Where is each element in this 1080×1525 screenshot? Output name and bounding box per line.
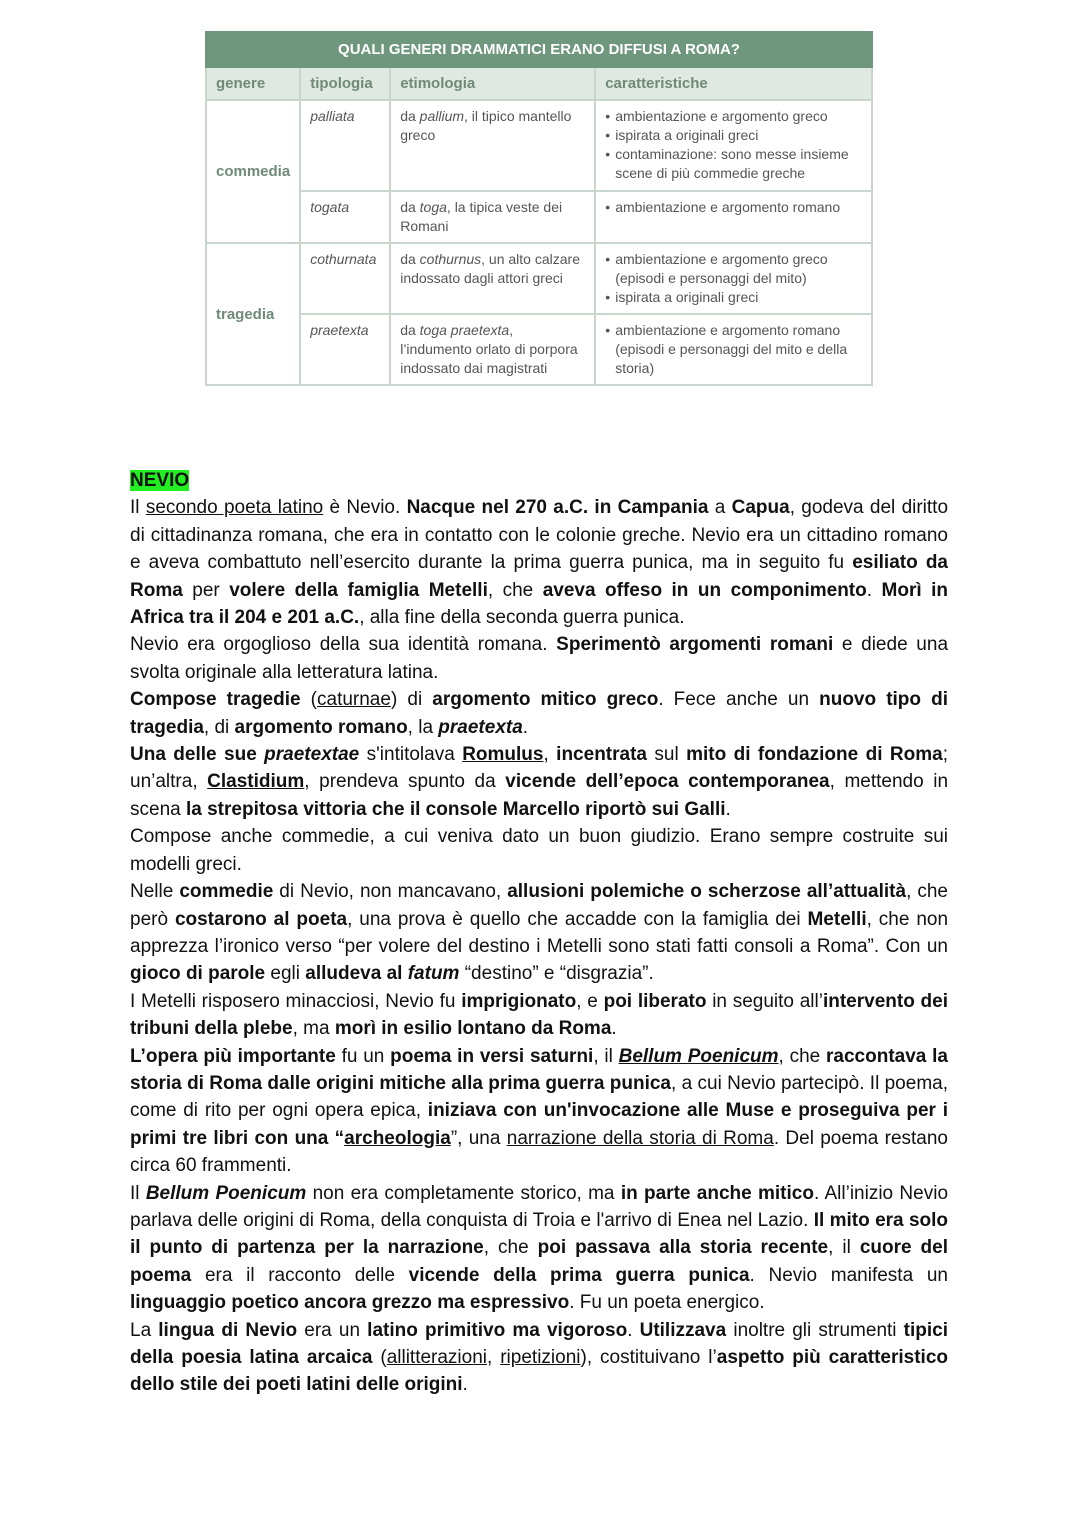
- etimologia-cell: [390, 243, 595, 314]
- text-run: alludeva al: [305, 963, 408, 985]
- table-row: [206, 191, 872, 243]
- text-run: Nevio era orgoglioso della sua identità romana.: [130, 634, 557, 656]
- header-caratteristiche: caratteristiche: [595, 67, 872, 100]
- text-run: .: [522, 716, 529, 738]
- text-run: linguaggio poetico ancora grezzo ma espressivo: [130, 1292, 570, 1314]
- tipologia-cell: [300, 314, 390, 385]
- text-run: . All’inizio Nevio parlava delle origini di Roma, della conquista di Troia e l'arrivo di Enea nel Lazio.: [130, 1182, 949, 1231]
- text-run: . Fu un poeta energico.: [569, 1292, 765, 1314]
- characteristic-item: • ambientazione e argomento greco (episodi e personaggi del mito): [615, 250, 862, 288]
- text-run: Bellum Poenicum: [145, 1182, 307, 1204]
- text-run: gioco di parole: [130, 963, 266, 985]
- text-run: latino primitivo ma vigoroso: [367, 1319, 628, 1341]
- text-run: vicende dell’epoca contemporanea: [505, 771, 830, 793]
- text-run: ,: [543, 744, 557, 766]
- paragraph: [130, 686, 948, 741]
- text-run: poi liberato: [603, 990, 707, 1012]
- text-run: poema in versi saturni: [390, 1045, 594, 1067]
- text-run: , un alto calzare indossato dagli attori greci: [400, 251, 580, 286]
- text-run: Compose tragedie: [130, 689, 301, 711]
- characteristic-item: • ispirata a originali greci: [615, 288, 862, 307]
- text-run: era un: [297, 1319, 368, 1341]
- text-run: , mettendo in scena: [130, 771, 949, 820]
- caratteristiche-cell: [595, 314, 872, 385]
- text-run: caturnae: [317, 689, 391, 711]
- text-run: , godeva del diritto di cittadinanza romana, che era in contatto con le colonie greche. Nevio era un cittadino romano e aveva combattuto nell’esercito durante la prima guerra punica, ma in seguito fu: [130, 497, 949, 574]
- tipologia-text: cothurnata: [310, 251, 377, 267]
- text-run: narrazione della storia di Roma: [506, 1127, 774, 1149]
- document-body: [130, 467, 948, 1399]
- text-run: , il tipico mantello greco: [400, 108, 572, 143]
- paragraph: [130, 631, 948, 686]
- text-run: argomento mitico greco: [432, 689, 659, 711]
- text-run: , l’indumento orlato di porpora indossato dai magistrati: [400, 322, 578, 376]
- text-run: . Fece anche un: [658, 689, 820, 711]
- text-run: morì in esilio lontano da Roma: [334, 1018, 612, 1040]
- text-run: commedie: [179, 881, 274, 903]
- text-run: ), costituivano l’: [580, 1347, 717, 1368]
- text-run: , che: [487, 579, 543, 601]
- text-run: aveva offeso in un componimento: [542, 579, 867, 601]
- text-run: Utilizzava: [639, 1319, 727, 1341]
- text-run: costarono al poeta: [174, 908, 348, 930]
- text-run: ; un’altra,: [130, 744, 948, 793]
- text-run: praetextae: [264, 744, 360, 766]
- text-run: di Nevio, non mancavano,: [273, 881, 508, 903]
- tipologia-text: togata: [310, 199, 350, 215]
- tipologia-text: praetexta: [310, 322, 369, 338]
- text-run: iniziava con un'invocazione alle Muse e proseguiva per i primi tre libri con una “: [130, 1100, 948, 1149]
- caratteristiche-cell: [595, 100, 872, 191]
- text-run: praetexta: [438, 716, 523, 738]
- text-run: Il: [130, 1182, 146, 1204]
- text-run: poi passava alla storia recente: [537, 1237, 829, 1259]
- text-run: non era completamente storico, ma: [306, 1182, 621, 1204]
- text-run: nuovo tipo di tragedia: [130, 689, 948, 738]
- text-run: Capua: [731, 497, 790, 519]
- paragraph: [130, 741, 948, 823]
- text-run: e diede una svolta originale alla letteratura latina.: [130, 634, 949, 683]
- drama-genres-table: [205, 31, 873, 386]
- text-run: (: [372, 1347, 387, 1368]
- text-run: , che non apprezza l’ironico verso “per volere del destino i Metelli sono stati fatti consoli a Roma”. Con un: [130, 908, 949, 957]
- text-run: Sperimentò argomenti romani: [556, 634, 834, 656]
- text-run: inoltre gli strumenti: [726, 1319, 904, 1341]
- text-run: , e: [576, 990, 604, 1012]
- characteristic-item: • ambientazione e argomento romano: [615, 198, 862, 217]
- text-run: Metelli: [807, 908, 867, 930]
- tipologia-cell: [300, 243, 390, 314]
- text-run: , alla fine della seconda guerra punica.: [359, 607, 685, 629]
- text-run: Morì in Africa tra il 204 e 201 a.C.: [130, 579, 948, 629]
- table-row: [206, 100, 872, 191]
- paragraph: [130, 1180, 948, 1317]
- text-run: , prendeva spunto da: [304, 771, 506, 793]
- text-run: sul: [646, 744, 687, 766]
- text-run: , che: [778, 1045, 827, 1067]
- text-run: cuore del poema: [130, 1237, 948, 1286]
- text-run: toga: [419, 199, 447, 215]
- header-genere: genere: [206, 67, 300, 100]
- text-run: Nelle: [130, 881, 180, 903]
- text-run: vicende della prima guerra punica: [408, 1264, 750, 1286]
- text-run: incentrata: [556, 744, 647, 766]
- text-run: La: [130, 1319, 159, 1341]
- text-run: . Nevio manifesta un: [749, 1264, 948, 1286]
- table-row: [206, 314, 872, 385]
- text-run: aspetto più caratteristico dello stile dei poeti latini delle origini: [130, 1347, 949, 1396]
- text-run: , che però: [130, 881, 948, 930]
- characteristic-item: • ispirata a originali greci: [615, 126, 862, 145]
- genre-cell: commedia: [206, 100, 300, 243]
- text-run: .: [627, 1319, 640, 1341]
- paragraph: [130, 878, 948, 988]
- text-run: Compose anche commedie, a cui veniva dato un buon giudizio. Erano sempre costruite sui modelli greci.: [130, 826, 948, 875]
- text-run: ripetizioni: [500, 1347, 581, 1368]
- text-run: lingua di Nevio: [158, 1319, 298, 1341]
- text-run: , che: [483, 1237, 538, 1259]
- text-run: raccontava la storia di Roma dalle origini mitiche alla prima guerra punica: [130, 1045, 948, 1094]
- text-run: allitterazioni: [386, 1347, 488, 1368]
- text-run: cothurnus: [419, 251, 482, 267]
- text-run: Clastidium: [207, 771, 305, 793]
- tipologia-cell: [300, 100, 390, 191]
- table-row: [206, 243, 872, 314]
- text-run: da: [400, 322, 420, 338]
- text-run: (: [300, 689, 317, 711]
- text-run: ,: [487, 1347, 501, 1368]
- header-etimologia: etimologia: [390, 67, 595, 100]
- text-run: archeologia: [344, 1127, 451, 1149]
- text-run: . Del poema restano circa 60 frammenti.: [130, 1127, 949, 1177]
- text-run: da: [400, 108, 420, 124]
- paragraph: [130, 823, 948, 878]
- text-run: , una prova è quello che accadde con la famiglia dei: [347, 908, 808, 930]
- etimologia-cell: [390, 314, 595, 385]
- text-run: da: [400, 251, 420, 267]
- text-run: Il mito era solo il punto di partenza per la narrazione: [130, 1209, 948, 1259]
- text-run: da: [400, 199, 420, 215]
- characteristic-item: • ambientazione e argomento greco: [615, 107, 862, 126]
- paragraph: [130, 988, 948, 1043]
- text-run: tipici della poesia latina arcaica: [130, 1319, 949, 1368]
- text-run: .: [462, 1374, 468, 1396]
- tipologia-cell: [300, 191, 390, 243]
- text-run: egli: [265, 963, 306, 985]
- text-run: pallium: [419, 108, 465, 124]
- caratteristiche-cell: [595, 243, 872, 314]
- text-run: Nacque nel 270 a.C. in Campania: [406, 497, 709, 519]
- etimologia-cell: [390, 191, 595, 243]
- section-heading: NEVIO: [130, 470, 190, 491]
- text-run: .: [866, 579, 882, 601]
- text-run: è Nevio.: [323, 497, 407, 519]
- text-run: , a cui Nevio partecipò. Il poema, come di rito per ogni opera epica,: [130, 1072, 948, 1122]
- paragraph: [130, 494, 948, 631]
- header-tipologia: tipologia: [300, 67, 390, 100]
- text-run: in parte anche mitico: [620, 1182, 814, 1204]
- text-run: L’opera più importante: [130, 1045, 336, 1067]
- text-run: allusioni polemiche o scherzose all’attualità: [507, 881, 907, 903]
- text-run: toga praetexta: [419, 322, 510, 338]
- text-run: per: [182, 579, 230, 601]
- text-run: , ma: [292, 1018, 335, 1040]
- text-run: secondo poeta latino: [145, 497, 324, 519]
- caratteristiche-cell: [595, 191, 872, 243]
- text-run: Bellum Poenicum: [618, 1045, 779, 1067]
- text-run: Una delle sue: [130, 744, 265, 766]
- characteristic-item: • ambientazione e argomento romano (episodi e personaggi del mito e della storia): [615, 321, 862, 378]
- text-run: , di: [203, 716, 235, 738]
- text-run: fatum: [407, 963, 460, 985]
- text-run: era il racconto delle: [191, 1264, 409, 1286]
- text-run: , il: [828, 1237, 860, 1259]
- etimologia-cell: [390, 100, 595, 191]
- text-run: in seguito all’: [706, 990, 823, 1012]
- text-run: mito di fondazione di Roma: [686, 744, 943, 766]
- text-run: s'intitolava: [359, 744, 463, 766]
- paragraph: [130, 1317, 948, 1399]
- text-run: esiliato da Roma: [130, 552, 948, 601]
- text-run: fu un: [335, 1045, 391, 1067]
- characteristic-item: • contaminazione: sono messe insieme scene di più commedie greche: [615, 145, 862, 183]
- text-run: argomento romano: [234, 716, 408, 738]
- tipologia-text: palliata: [310, 108, 355, 124]
- text-run: “destino” e “disgrazia”.: [459, 963, 654, 985]
- genre-cell: tragedia: [206, 243, 300, 385]
- table-title: QUALI GENERI DRAMMATICI ERANO DIFFUSI A ROMA?: [206, 32, 872, 67]
- text-run: la strepitosa vittoria che il console Marcello riportò sui Galli: [185, 798, 726, 820]
- text-run: imprigionato: [461, 990, 577, 1012]
- text-run: , il: [593, 1045, 619, 1067]
- text-run: volere della famiglia Metelli: [229, 579, 488, 601]
- text-run: I Metelli risposero minacciosi, Nevio fu: [130, 990, 462, 1012]
- text-run: , la: [407, 716, 439, 738]
- text-run: ) di: [390, 689, 433, 711]
- text-run: a: [708, 497, 732, 519]
- text-run: .: [611, 1018, 617, 1040]
- text-run: , la tipica veste dei Romani: [400, 199, 563, 234]
- paragraph: [130, 1043, 948, 1180]
- text-run: .: [725, 798, 731, 820]
- text-run: Il: [130, 497, 146, 519]
- text-run: intervento dei tribuni della plebe: [130, 990, 949, 1040]
- text-run: Romulus: [462, 744, 544, 766]
- text-run: ”, una: [450, 1127, 507, 1149]
